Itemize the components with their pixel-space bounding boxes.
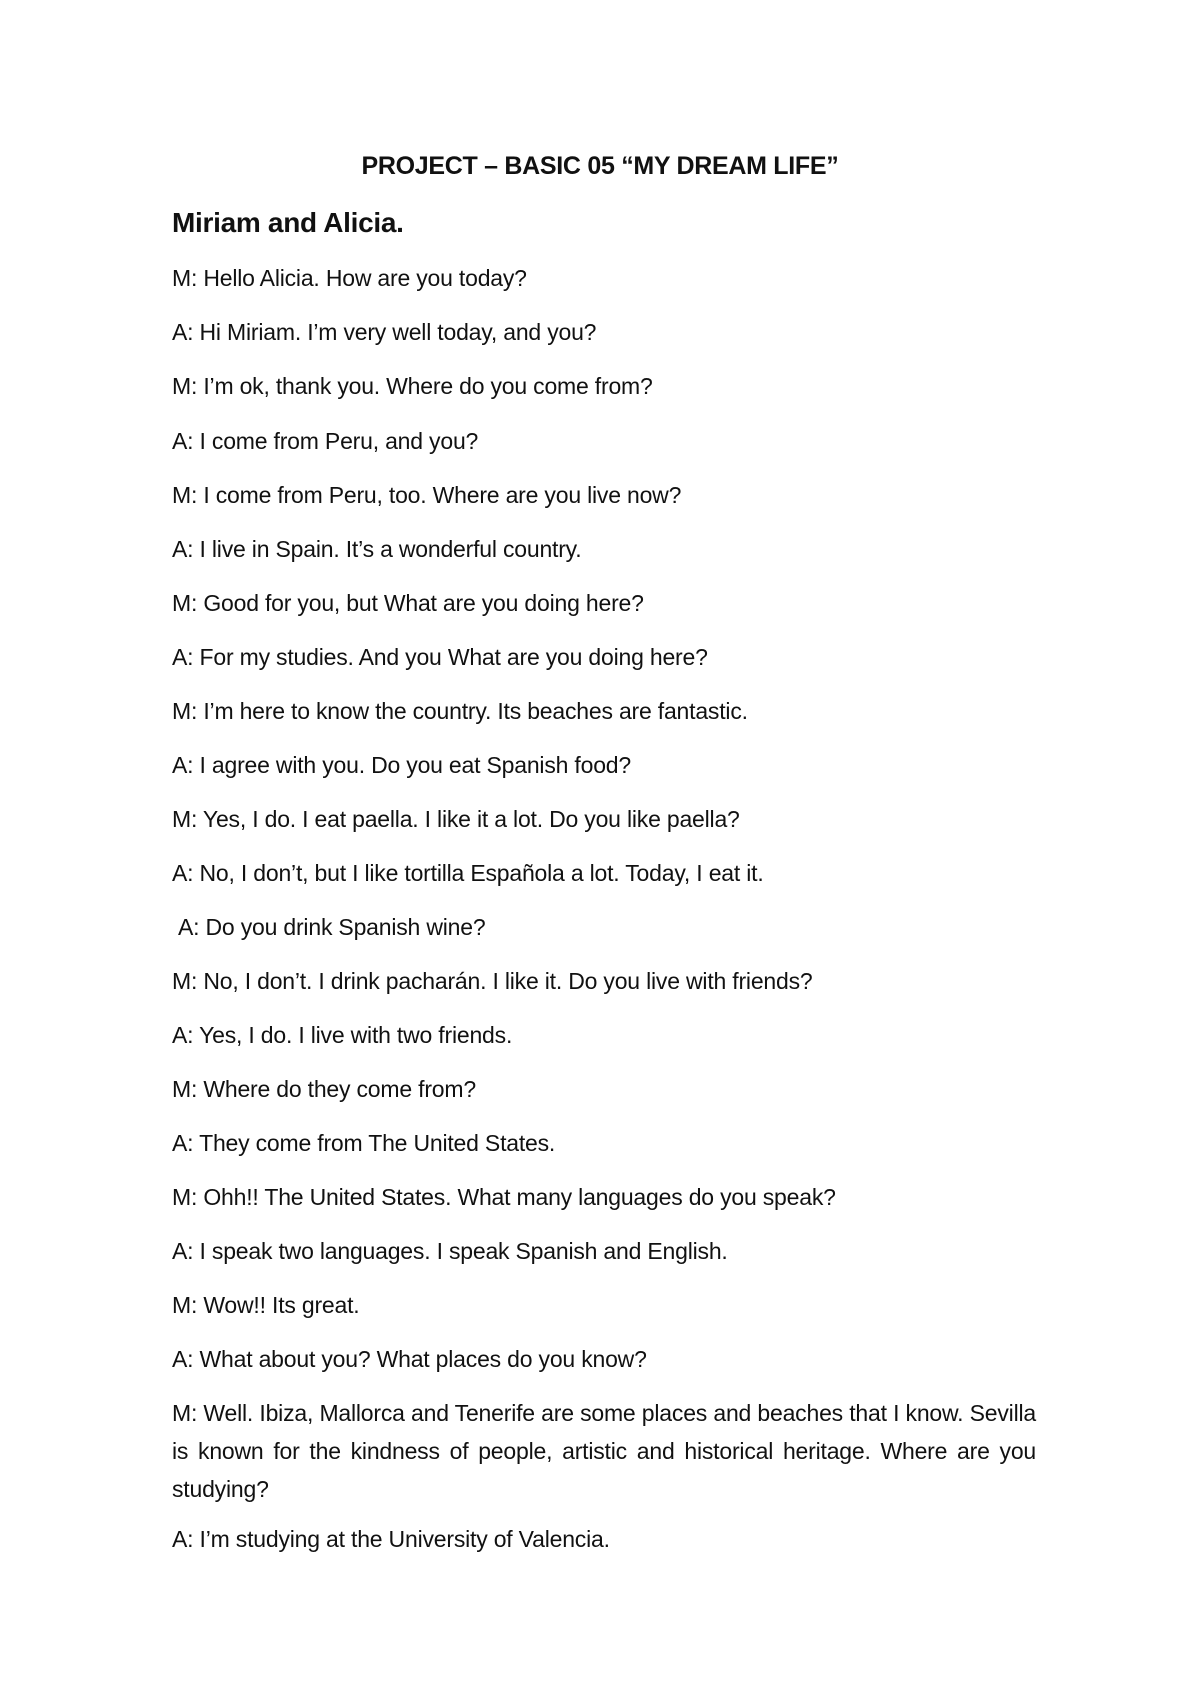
dialogue-line: A: Yes, I do. I live with two friends. — [172, 1022, 513, 1048]
dialogue-line: M: I come from Peru, too. Where are you live now? — [172, 482, 682, 508]
dialogue-paragraph: M: Well. Ibiza, Mallorca and Tenerife are some places and beaches that I know. Sevilla is known for the kindness of people, artistic and historical heritage. Where are you studying? — [172, 1400, 1036, 1502]
document-title: PROJECT – BASIC 05 “MY DREAM LIFE” — [361, 152, 839, 180]
dialogue-line: M: Good for you, but What are you doing here? — [172, 590, 644, 616]
dialogue-line: M: No, I don’t. I drink pacharán. I like it. Do you live with friends? — [172, 968, 813, 994]
dialogue-line: A: For my studies. And you What are you doing here? — [172, 644, 708, 670]
dialogue-line: M: Yes, I do. I eat paella. I like it a lot. Do you like paella? — [172, 806, 740, 832]
dialogue-line: A: I speak two languages. I speak Spanish and English. — [172, 1238, 728, 1264]
dialogue-line: M: Wow!! Its great. — [172, 1292, 360, 1318]
dialogue-line: A: I agree with you. Do you eat Spanish food? — [172, 752, 631, 778]
dialogue-line: M: I’m ok, thank you. Where do you come from? — [172, 373, 653, 399]
dialogue-line: M: I’m here to know the country. Its beaches are fantastic. — [172, 698, 748, 724]
dialogue-line: A: They come from The United States. — [172, 1130, 556, 1156]
dialogue-line: M: Where do they come from? — [172, 1076, 476, 1102]
document-subtitle: Miriam and Alicia. — [172, 207, 404, 238]
dialogue-line: A: What about you? What places do you know? — [172, 1346, 647, 1372]
dialogue-line: A: No, I don’t, but I like tortilla Española a lot. Today, I eat it. — [172, 860, 764, 886]
dialogue-line: A: I come from Peru, and you? — [172, 428, 479, 454]
dialogue-line-last: A: I’m studying at the University of Valencia. — [172, 1526, 610, 1552]
dialogue-line: M: Ohh!! The United States. What many languages do you speak? — [172, 1184, 836, 1210]
dialogue-line: A: Do you drink Spanish wine? — [178, 914, 486, 940]
dialogue-line: A: Hi Miriam. I’m very well today, and you? — [172, 319, 597, 345]
dialogue-line: A: I live in Spain. It’s a wonderful country. — [172, 536, 582, 562]
dialogue-line: M: Hello Alicia. How are you today? — [172, 265, 527, 291]
